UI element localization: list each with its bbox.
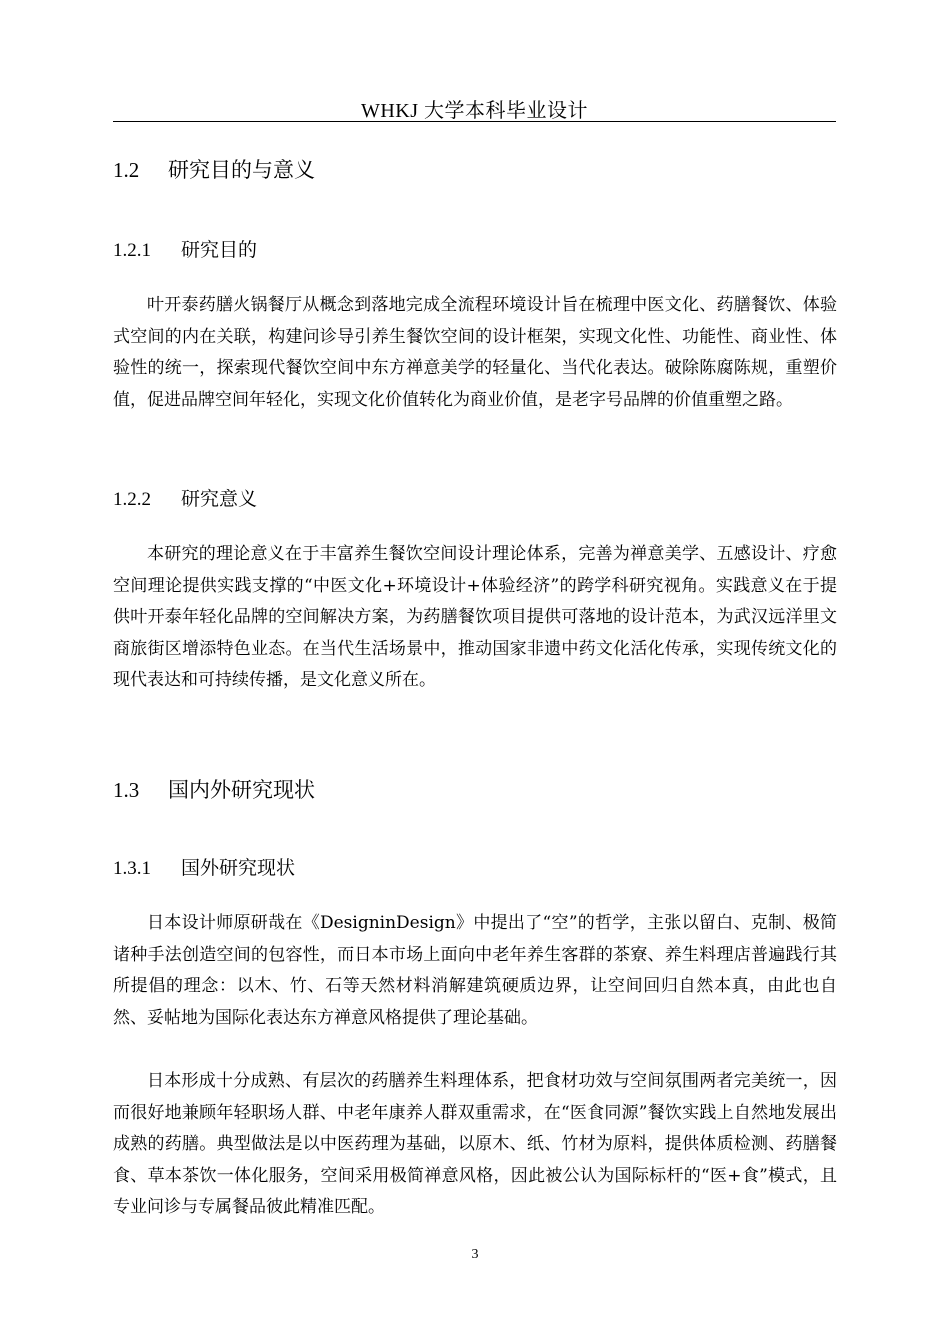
heading-1-3-1 — [113, 853, 295, 880]
heading-1-2 — [113, 154, 315, 184]
paragraph-research-significance: 本研究的理论意义在于丰富养生餐饮空间设计理论体系，完善为禅意美学、五感设计、疗愈空间理论提供实践支撑的“中医文化+环境设计+体验经济”的跨学科研究视角。实践意义在于提供叶开泰年轻化品牌的空间解决方案，为药膳餐饮项目提供可落地的设计范本，为武汉远洋里文商旅街区增添特色业态。在当代生活场景中，推动国家非遗中药文化活化传承，实现传统文化的现代表达和可持续传播，是文化意义所在。 — [113, 544, 837, 691]
paragraph-foreign-research-2: 日本形成十分成熟、有层次的药膳养生料理体系，把食材功效与空间氛围两者完美统一，因而很好地兼顾年轻职场人群、中老年康养人群双重需求，在“医食同源”餐饮实践上自然地发展出成熟的药膳。典型做法是以中医药理为基础，以原木、纸、竹材为原料，提供体质检测、药膳餐食、草本茶饮一体化服务，空间采用极简禅意风格，因此被公认为国际标杆的“医+食”模式，且专业问诊与专属餐品彼此精准匹配。 — [113, 1071, 837, 1218]
heading-number: 1.2.2 — [113, 489, 151, 510]
heading-title: 国内外研究现状 — [168, 778, 315, 802]
paragraph-foreign-research-1: 日本设计师原研哉在《DesigninDesign》中提出了“空”的哲学，主张以留白、克制、极简诸种手法创造空间的包容性，而日本市场上面向中老年养生客群的茶寮、养生料理店普遍践行其所提倡的理念：以木、竹、石等天然材料消解建筑硬质边界，让空间回归自然本真，由此也自然、妥帖地为国际化表达东方禅意风格提供了理论基础。 — [113, 913, 837, 1028]
heading-1-2-2 — [113, 484, 257, 511]
page-number: 3 — [471, 1247, 479, 1262]
heading-number: 1.2.1 — [113, 240, 151, 261]
heading-title: 国外研究现状 — [181, 857, 296, 879]
paragraph-research-purpose: 叶开泰药膳火锅餐厅从概念到落地完成全流程环境设计旨在梳理中医文化、药膳餐饮、体验式空间的内在关联，构建问诊导引养生餐饮空间的设计框架，实现文化性、功能性、商业性、体验性的统一，探索现代餐饮空间中东方禅意美学的轻量化、当代化表达。破除陈腐陈规，重塑价值，促进品牌空间年轻化，实现文化价值转化为商业价值，是老字号品牌的价值重塑之路。 — [113, 295, 837, 410]
header-rule — [113, 121, 836, 122]
heading-title: 研究目的 — [181, 239, 258, 261]
page-header: WHKJ 大学本科毕业设计 — [360, 100, 589, 122]
heading-number: 1.2 — [113, 158, 140, 182]
heading-1-2-1 — [113, 235, 257, 262]
heading-number: 1.3.1 — [113, 858, 151, 879]
heading-number: 1.3 — [113, 778, 140, 802]
heading-title: 研究目的与意义 — [168, 158, 315, 182]
heading-1-3 — [113, 774, 315, 804]
heading-title: 研究意义 — [181, 488, 258, 510]
